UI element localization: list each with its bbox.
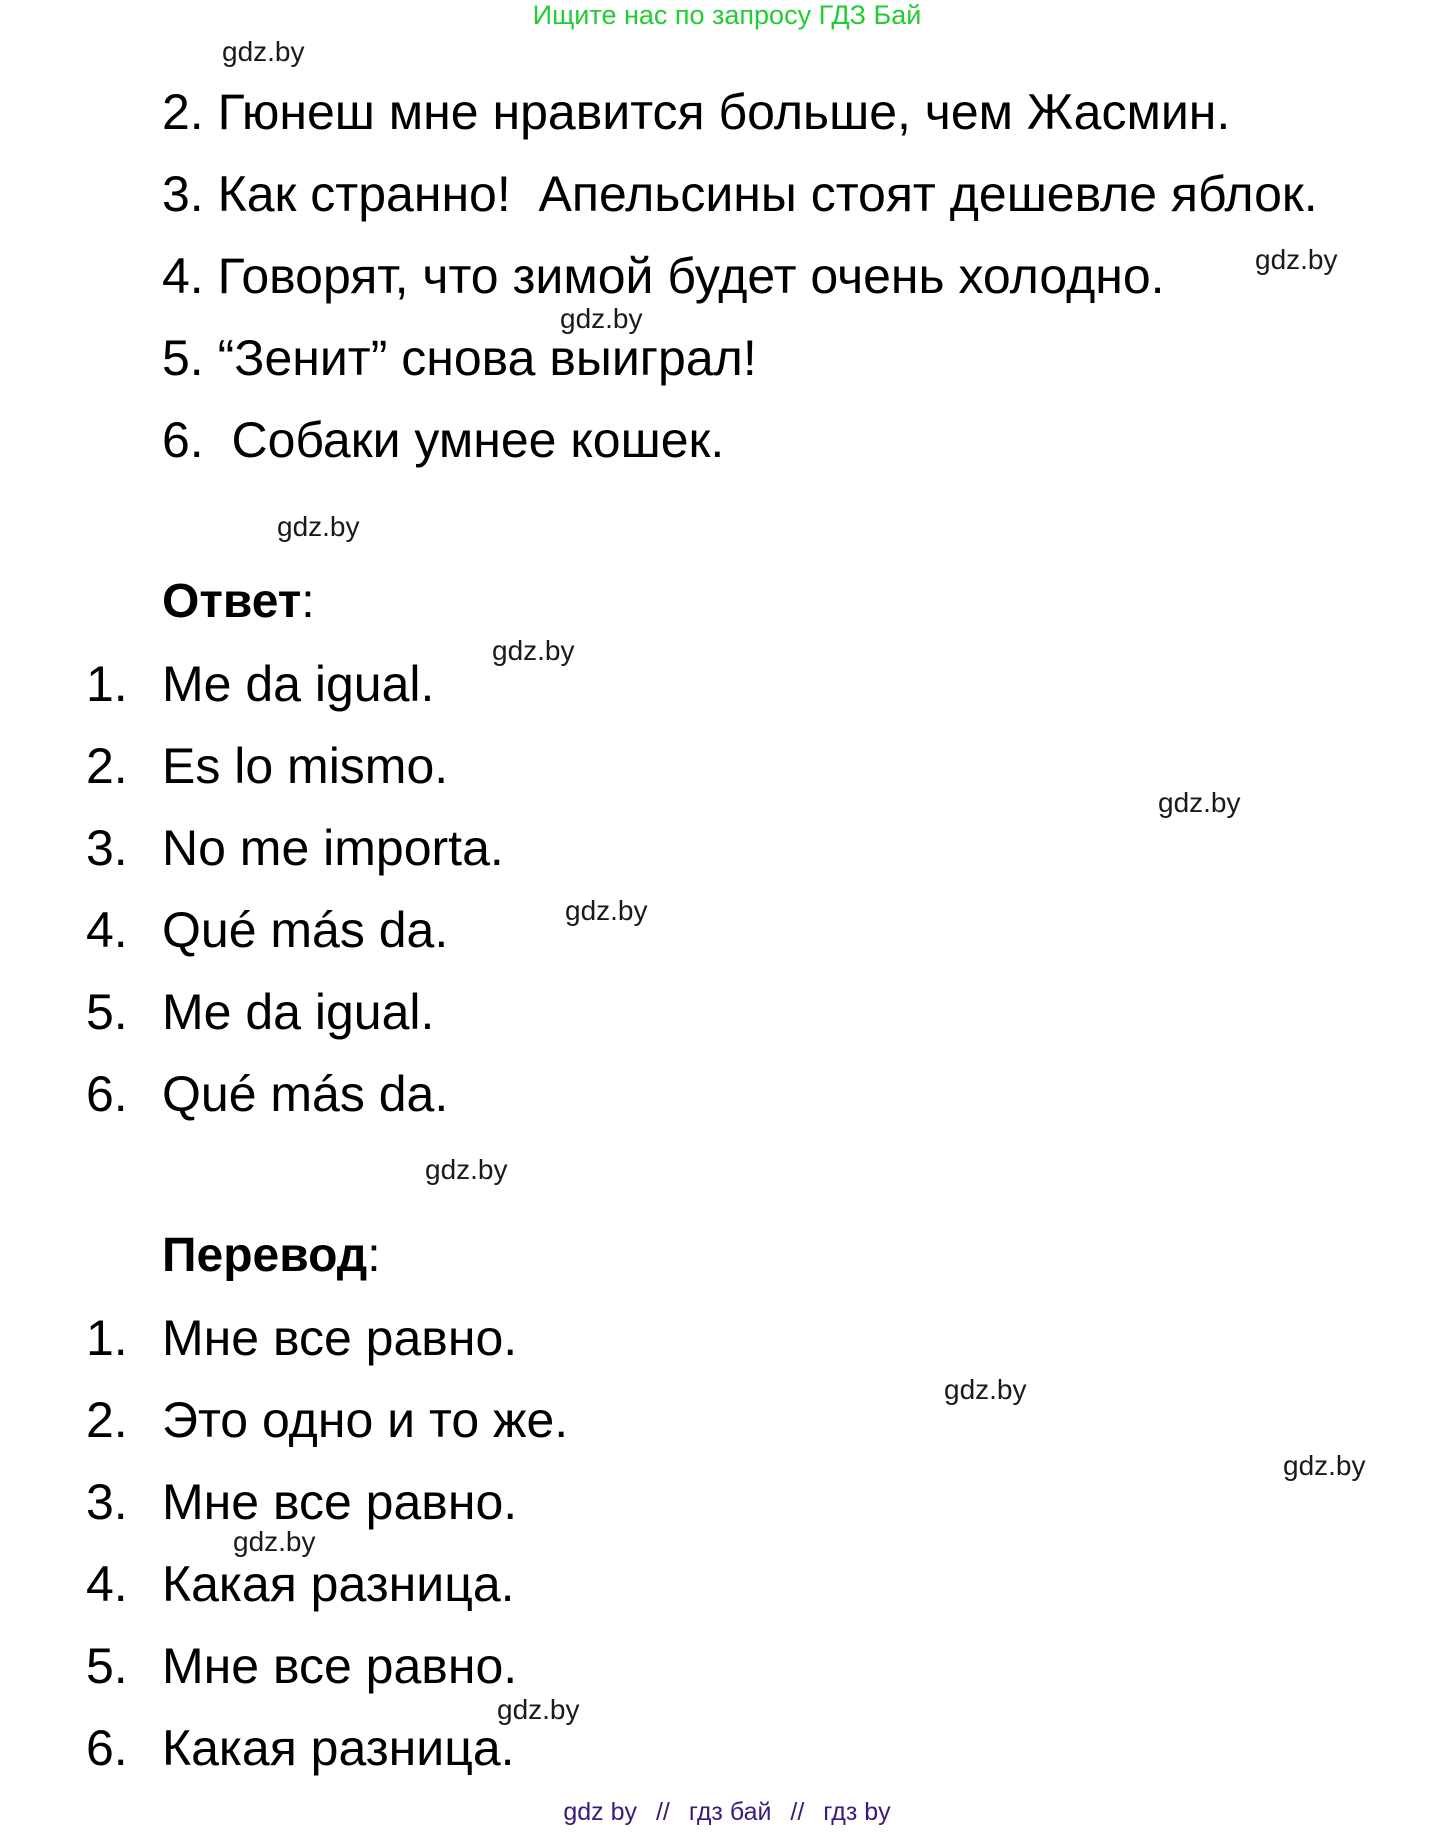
answer-heading-text: Ответ <box>162 575 302 628</box>
answer-text: Qué más da. <box>162 1066 449 1122</box>
task-line <box>162 410 724 470</box>
task-number: 3. <box>162 166 204 222</box>
task-number: 5. <box>162 330 204 386</box>
task-text: Говорят, что зимой будет очень холодно. <box>217 248 1165 304</box>
translation-item <box>86 1554 515 1614</box>
translation-number: 4. <box>86 1556 128 1612</box>
task-text: “Зенит” снова выиграл! <box>217 330 757 386</box>
translation-text: Какая разница. <box>162 1556 515 1612</box>
watermark: gdz.by <box>944 1374 1027 1405</box>
translation-heading-text: Перевод <box>162 1229 368 1282</box>
watermark: gdz.by <box>1283 1450 1366 1481</box>
translation-item <box>86 1718 515 1778</box>
answer-item <box>86 900 448 960</box>
task-number: 2. <box>162 84 204 140</box>
translation-item <box>86 1636 517 1696</box>
footer-separator: // <box>790 1798 805 1826</box>
footer-separator: // <box>655 1798 670 1826</box>
task-line <box>162 328 757 388</box>
translation-heading <box>162 1226 381 1286</box>
translation-text: Это одно и то же. <box>162 1392 569 1448</box>
translation-item <box>86 1472 517 1532</box>
translation-text: Мне все равно. <box>162 1474 518 1530</box>
translation-heading-colon: : <box>367 1229 381 1282</box>
task-text: Гюнеш мне нравится больше, чем Жасмин. <box>217 84 1231 140</box>
footer-link-gdz-by[interactable]: gdz by <box>563 1798 638 1826</box>
watermark: gdz.by <box>425 1154 508 1185</box>
watermark: gdz.by <box>277 511 360 542</box>
translation-number: 6. <box>86 1720 128 1776</box>
watermark: gdz.by <box>492 635 575 666</box>
task-number: 4. <box>162 248 204 304</box>
answer-number: 1. <box>86 656 128 712</box>
footer-links <box>0 1797 1454 1827</box>
answer-item <box>86 1064 448 1124</box>
task-line <box>162 82 1230 142</box>
answer-item <box>86 818 504 878</box>
answer-heading-colon: : <box>301 575 315 628</box>
watermark: gdz.by <box>1255 244 1338 275</box>
task-line <box>162 164 1318 224</box>
translation-text: Мне все равно. <box>162 1310 518 1366</box>
answer-number: 2. <box>86 738 128 794</box>
answer-text: No me importa. <box>162 820 504 876</box>
translation-text: Какая разница. <box>162 1720 515 1776</box>
watermark: gdz.by <box>1158 787 1241 818</box>
task-text: Собаки умнее кошек. <box>217 412 725 468</box>
translation-item <box>86 1390 568 1450</box>
translation-number: 2. <box>86 1392 128 1448</box>
translation-number: 1. <box>86 1310 128 1366</box>
search-hint-text: Ищите нас по запросу ГДЗ Бай <box>532 0 922 30</box>
answer-heading <box>162 572 315 632</box>
translation-text: Мне все равно. <box>162 1638 518 1694</box>
task-line <box>162 246 1165 306</box>
translation-item <box>86 1308 517 1368</box>
answer-number: 4. <box>86 902 128 958</box>
watermark: gdz.by <box>497 1694 580 1725</box>
answer-item <box>86 654 434 714</box>
translation-number: 3. <box>86 1474 128 1530</box>
footer-link-gdz-bai[interactable]: гдз бай <box>688 1798 772 1826</box>
footer-link-gdz-by-cyr[interactable]: гдз by <box>823 1798 891 1826</box>
watermark: gdz.by <box>565 895 648 926</box>
task-text: Как странно! Апельсины стоят дешевле яблок. <box>217 166 1318 222</box>
watermark: gdz.by <box>233 1526 316 1557</box>
answer-text: Qué más da. <box>162 902 449 958</box>
watermark: gdz.by <box>560 303 643 334</box>
answer-text: Me da igual. <box>162 656 435 712</box>
search-hint-banner <box>0 0 1454 30</box>
answer-item <box>86 982 434 1042</box>
answer-text: Me da igual. <box>162 984 435 1040</box>
answer-item <box>86 736 448 796</box>
translation-number: 5. <box>86 1638 128 1694</box>
watermark: gdz.by <box>222 36 305 67</box>
answer-number: 5. <box>86 984 128 1040</box>
answer-text: Es lo mismo. <box>162 738 449 794</box>
answer-number: 3. <box>86 820 128 876</box>
task-number: 6. <box>162 412 204 468</box>
answer-number: 6. <box>86 1066 128 1122</box>
